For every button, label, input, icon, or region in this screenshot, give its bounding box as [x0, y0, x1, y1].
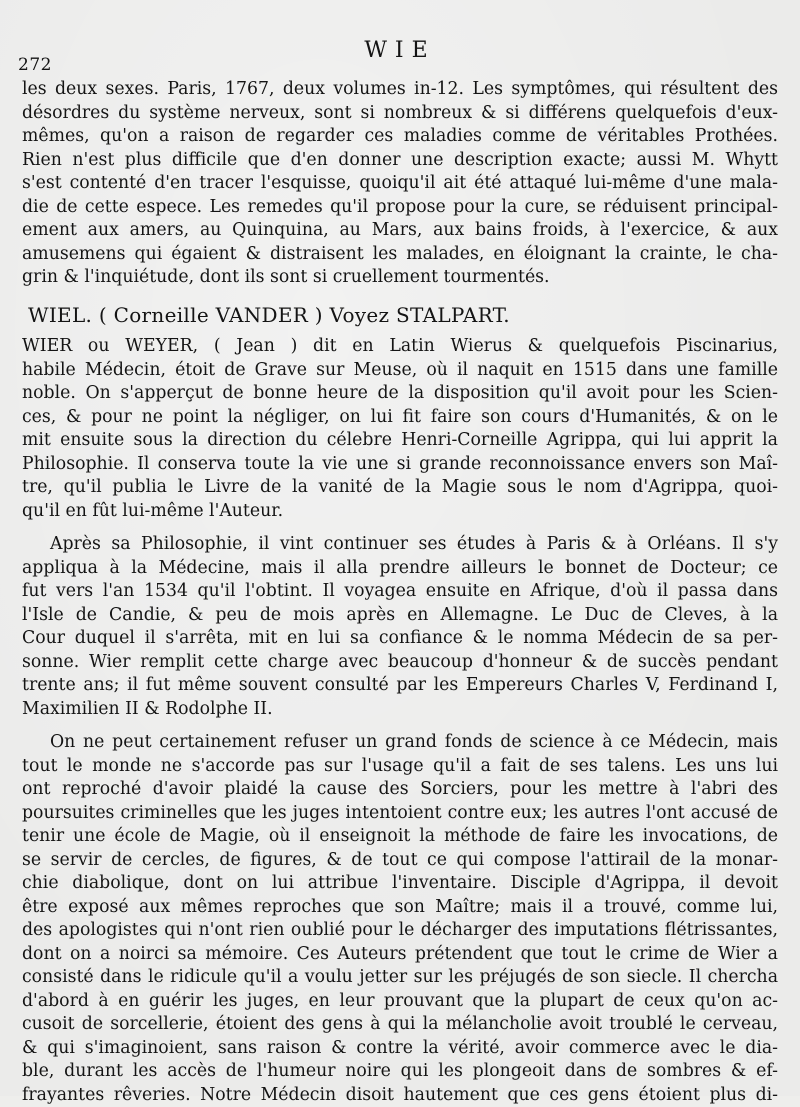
text-line: qu'il en fût lui-même l'Auteur.	[22, 500, 778, 524]
text-line: Cour duquel il s'arrêta, mit en lui sa confiance & le nomma Médecin de sa per-	[22, 627, 778, 651]
text-line: l'Isle de Candie, & peu de mois après en Allemagne. Le Duc de Cleves, à la	[22, 604, 778, 628]
text-line: se servir de cercles, de figures, & de tout ce qui compose l'attirail de la monar-	[22, 849, 778, 873]
text-line: die de cette espece. Les remedes qu'il propose pour la cure, se réduisent principal-	[22, 196, 778, 220]
paragraph-wier-intro	[22, 335, 778, 523]
text-line: ement aux amers, au Quinquina, au Mars, aux bains froids, à l'exercice, & aux	[22, 219, 778, 243]
text-block	[22, 78, 778, 1107]
text-line: consisté dans le ridicule qu'il a voulu jetter sur les préjugés de son siecle. Il chercha	[22, 966, 778, 990]
paragraph-whytt	[22, 78, 778, 290]
text-line: Rien n'est plus difficile que d'en donner une description exacte; aussi M. Whytt	[22, 149, 778, 173]
paragraph-gap	[22, 721, 778, 731]
text-line: grin & l'inquiétude, dont ils sont si cruellement tourmentés.	[22, 266, 778, 290]
text-line: habile Médecin, étoit de Grave sur Meuse, où il naquit en 1515 dans une famille	[22, 359, 778, 383]
text-line: fut vers l'an 1534 qu'il l'obtint. Il voyagea ensuite en Afrique, d'où il passa dans	[22, 580, 778, 604]
paragraph-wier-controversy	[22, 731, 778, 1107]
text-line: & qui s'imaginoient, sans raison & contre la vérité, avoir commerce avec le dia-	[22, 1037, 778, 1061]
text-line: tout le monde ne s'accorde pas sur l'usage qu'il a fait de ses talens. Les uns lui	[22, 755, 778, 779]
text-line: tre, qu'il publia le Livre de la vanité de la Magie sous le nom d'Agrippa, quoi-	[22, 476, 778, 500]
text-line: noble. On s'apperçut de bonne heure de la disposition qu'il avoit pour les Scien-	[22, 382, 778, 406]
text-line: tenir une école de Magie, où il enseignoit la méthode de faire les invocations, de	[22, 825, 778, 849]
text-line: désordres du système nerveux, sont si nombreux & si différens quelquefois d'eux-	[22, 102, 778, 126]
text-line: appliqua à la Médecine, mais il alla prendre ailleurs le bonnet de Docteur; ce	[22, 557, 778, 581]
text-line: cusoit de sorcellerie, étoient des gens à qui la mélancholie avoit troublé le cerveau,	[22, 1013, 778, 1037]
text-line: frayantes rêveries. Notre Médecin disoit hautement que ces gens étoient plus di-	[22, 1084, 778, 1107]
text-line: s'est contenté d'en tracer l'esquisse, quoiqu'il ait été attaqué lui-même d'une mala-	[22, 172, 778, 196]
text-line: sonne. Wier remplit cette charge avec beaucoup d'honneur & de succès pendant	[22, 651, 778, 675]
text-line: dont on a noirci sa mémoire. Ces Auteurs prétendent que tout le crime de Wier a	[22, 943, 778, 967]
text-line: amusemens qui égaient & distraisent les malades, en éloignant la crainte, le cha-	[22, 243, 778, 267]
text-line: ble, durant les accès de l'humeur noire qui les plongeoit dans de sombres & ef-	[22, 1060, 778, 1084]
text-line: des apologistes qui n'ont rien oublié pour le décharger des imputations flétrissantes,	[22, 919, 778, 943]
entry-heading-wiel: WIEL. ( Corneille VANDER ) Voyez STALPART.	[22, 304, 778, 328]
text-line: trente ans; il fut même souvent consulté par les Empereurs Charles V, Ferdinand I,	[22, 674, 778, 698]
paragraph-gap	[22, 523, 778, 533]
text-line: d'abord à en guérir les juges, en leur prouvant que la plupart de ceux qu'on ac-	[22, 990, 778, 1014]
running-head: WIE	[0, 38, 800, 63]
paragraph-wier-career	[22, 533, 778, 721]
text-line: les deux sexes. Paris, 1767, deux volumes in-12. Les symptômes, qui résultent des	[22, 78, 778, 102]
text-line: être exposé aux mêmes reproches que son Maître; mais il a trouvé, comme lui,	[22, 896, 778, 920]
text-line: mêmes, qu'on a raison de regarder ces maladies comme de véritables Prothées.	[22, 125, 778, 149]
text-line: poursuites criminelles que les juges intentoient contre eux; les autres l'ont accusé de	[22, 802, 778, 826]
page-number: 272	[18, 55, 52, 75]
text-line: chie diabolique, dont on lui attribue l'inventaire. Disciple d'Agrippa, il devoit	[22, 872, 778, 896]
text-line: Après sa Philosophie, il vint continuer ses études à Paris & à Orléans. Il s'y	[22, 533, 778, 557]
text-line: On ne peut certainement refuser un grand fonds de science à ce Médecin, mais	[22, 731, 778, 755]
text-line: ont reproché d'avoir plaidé la cause des Sorciers, pour les mettre à l'abri des	[22, 778, 778, 802]
text-line: Maximilien II & Rodolphe II.	[22, 698, 778, 722]
text-line: mit ensuite sous la direction du célebre Henri-Corneille Agrippa, qui lui apprit la	[22, 429, 778, 453]
text-line: Philosophie. Il conserva toute la vie une si grande reconnoissance envers son Maî-	[22, 453, 778, 477]
text-line: WIER ou WEYER, ( Jean ) dit en Latin Wierus & quelquefois Piscinarius,	[22, 335, 778, 359]
text-line: ces, & pour ne point la négliger, on lui fit faire son cours d'Humanités, & on le	[22, 406, 778, 430]
